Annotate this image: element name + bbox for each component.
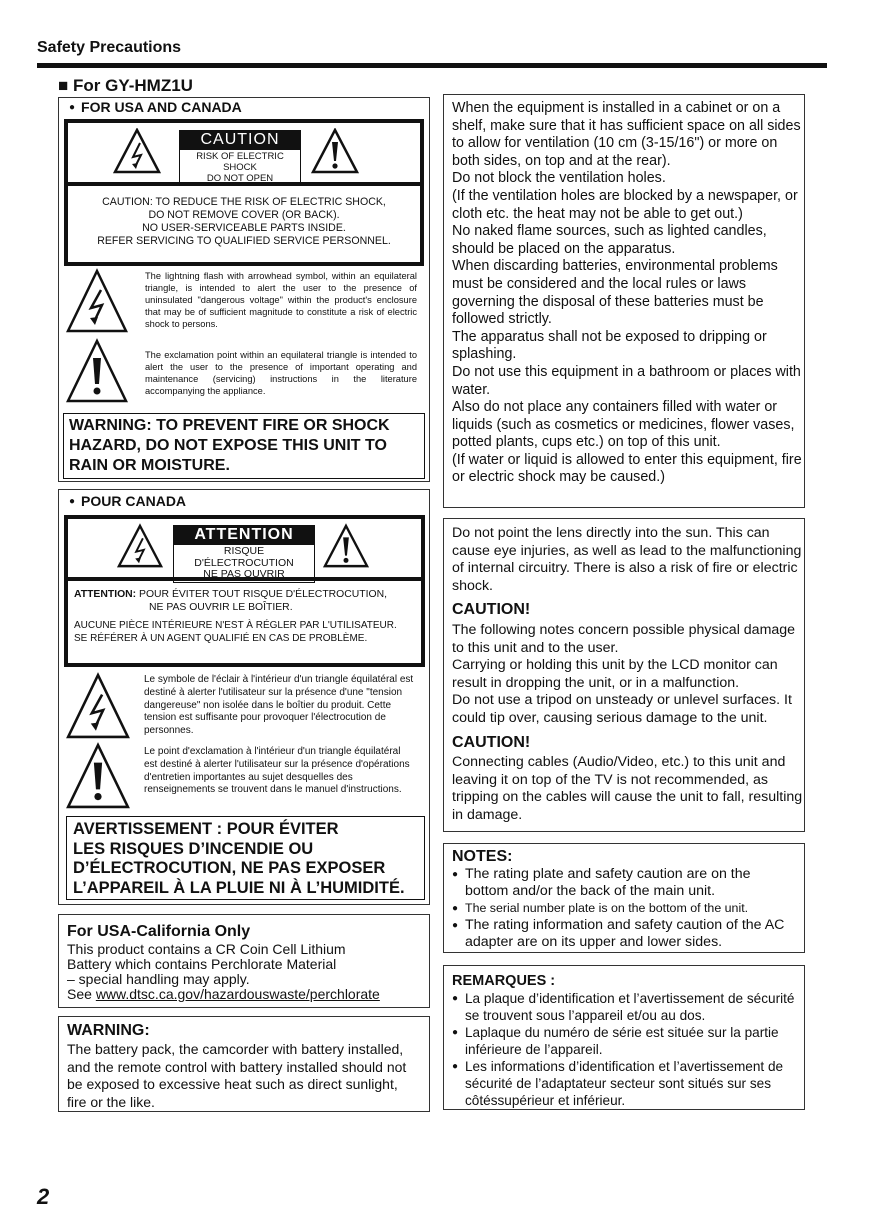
california-box bbox=[58, 914, 430, 1008]
lightning-warning-icon bbox=[117, 523, 163, 569]
attention-label bbox=[173, 525, 315, 583]
cable-warning: Connecting cables (Audio/Video, etc.) to this unit and leaving it on top of the TV is not recommended, as tripping on the cables will cause the unit to fall, resulting in damage. bbox=[452, 754, 803, 823]
lightning-symbol-icon bbox=[65, 268, 129, 334]
caution-title: CAUTION bbox=[179, 130, 301, 150]
caution-instructions: CAUTION: TO REDUCE THE RISK OF ELECTRIC SHOCK, DO NOT REMOVE COVER (OR BACK). NO USER-SERVICEABLE PARTS INSIDE. REFER SERVICING TO QUALIFIED SERVICE PERSONNEL. bbox=[97, 196, 391, 247]
exclamation-symbol-icon bbox=[63, 742, 133, 810]
list-item: ● The rating plate and safety caution are on the bottom and/or the back of the main unit. bbox=[452, 866, 796, 900]
notes-list bbox=[452, 866, 796, 951]
notes-box bbox=[443, 843, 805, 953]
attention-subtitle: RISQUE D'ÉLECTROCUTION NE PAS OUVRIR bbox=[173, 545, 315, 583]
caution-heading-1: CAUTION! bbox=[452, 601, 531, 619]
caution-text: Do not point the lens directly into the sun. This can cause eye injuries, as well as lead to the malfunctioning of internal circuitry. There is also a risk of fire or electric shock. CAUTION! The following notes concern possible physical damage to this unit and to the user. Carrying or holding this unit by the LCD monitor can result in dropping the unit, or in a malfunction. Do not use a tripod on unsteady or unlevel surfaces. It could tip over, causing serious damage to the unit. CAUTION! Connecting cables (Audio/Video, etc.) to this unit and leaving it on top of the TV is not recommended, as tripping on the cables will cause the unit to fall, resulting in damage. bbox=[452, 525, 803, 823]
ventilation-box bbox=[443, 94, 805, 508]
section-title: Safety Precautions bbox=[37, 39, 182, 56]
exclamation-explanation: The exclamation point within an equilateral triangle is intended to alert the user to the presence of important operating and maintenance (servicing) instructions in the literature accompanying the appliance. bbox=[145, 350, 417, 396]
list-item: ● The serial number plate is on the bottom of the unit. bbox=[452, 900, 796, 917]
avertissement-warning: AVERTISSEMENT : POUR ÉVITER LES RISQUES D’INCENDIE OU D’ÉLECTROCUTION, NE PAS EXPOSER L’APPAREIL À LA PLUIE NI À L’HUMIDITÉ. bbox=[66, 816, 425, 900]
page-number: 2 bbox=[37, 1184, 50, 1209]
remarques-list bbox=[452, 990, 796, 1109]
exclamation-symbol-icon bbox=[65, 338, 129, 404]
list-item: ● Laplaque du numéro de série est située sur la partie inférieure de l’appareil. bbox=[452, 1024, 796, 1058]
canada-heading: ● POUR CANADA bbox=[69, 493, 187, 509]
caution-box bbox=[443, 518, 805, 832]
usa-canada-box bbox=[58, 97, 430, 482]
exclamation-warning-icon bbox=[311, 128, 359, 174]
caution-heading-2: CAUTION! bbox=[452, 733, 531, 751]
model-heading: ■ For GY-HMZ1U bbox=[58, 76, 193, 95]
caution-label bbox=[179, 130, 301, 186]
ventilation-text: When the equipment is installed in a cabinet or on a shelf, make sure that it has sufficient space on all sides to allow for ventilation (10 cm (3-15/16") or more on both sides, on top and at the rear). Do not block the ventilation holes. (If the ventilation holes are blocked by a newspaper, or cloth etc. the heat may not be able to get out.) No naked flame sources, such as lighted candles, should be placed on the apparatus. When discarding batteries, environmental problems must be considered and the local rules or laws governing the disposal of these batteries must be followed strictly. The apparatus shall not be exposed to dripping or splashing. Do not use this equipment in a bathroom or places with water. Also do not place any containers filled with water or liquids (such as cosmetics or medicines, flower vases, potted plants, cups etc.) on top of this unit. (If water or liquid is allowed to enter this equipment, fire or electric shock may be caused.) bbox=[452, 100, 802, 486]
perchlorate-link[interactable]: www.dtsc.ca.gov/hazardouswaste/perchlorate bbox=[95, 986, 380, 1002]
california-title: For USA-California Only bbox=[67, 923, 251, 940]
notes-title: NOTES: bbox=[452, 848, 513, 865]
lightning-explanation-fr: Le symbole de l'éclair à l'intérieur d'un triangle équilatéral est destiné à alerter l'utilisateur sur la présence d'une "tension dangereuse" non isolée dans le boîtier du produit. Cette tension est suffisante pour provoquer l'électrocution de personnes. bbox=[144, 674, 414, 737]
list-item: ● Les informations d’identification et l’avertissement de sécurité de l’adaptateur secteur sont situés sur ses côtéssupérieur et inférieur. bbox=[452, 1058, 796, 1109]
remarques-title: REMARQUES : bbox=[452, 973, 556, 989]
caution-subtitle: RISK OF ELECTRIC SHOCK DO NOT OPEN bbox=[179, 150, 301, 186]
remarques-box bbox=[443, 965, 805, 1110]
lightning-explanation: The lightning flash with arrowhead symbol, within an equilateral triangle, is intended to alert the user to the presence of uninsulated "dangerous voltage" within the product's enclosure that may be of sufficient magnitude to constitute a risk of electric shock to persons. bbox=[145, 271, 417, 329]
attention-instructions: ATTENTION: POUR ÉVITER TOUT RISQUE D'ÉLECTROCUTION, NE PAS OUVRIR LE BOÎTIER. AUCUNE PIÈCE INTÉRIEURE N'EST À RÉGLER PAR L'UTILISATEUR. SE RÉFÉRER À UN AGENT QUALIFIÉ EN CAS DE PROBLÈME. bbox=[74, 589, 397, 644]
california-text: This product contains a CR Coin Cell Lithium Battery which contains Perchlorate Material – special handling may apply. See www.dtsc.ca.gov/hazardouswaste/perchlorate bbox=[67, 941, 380, 1002]
canada-box bbox=[58, 489, 430, 905]
attention-title: ATTENTION bbox=[173, 525, 315, 545]
sun-warning: Do not point the lens directly into the sun. This can cause eye injuries, as well as lead to the malfunctioning of internal circuitry. There is also a risk of fire or electric shock. bbox=[452, 525, 802, 594]
exclamation-explanation-fr: Le point d'exclamation à l'intérieur d'un triangle équilatéral est destiné à alerter l'utilisateur sur la présence d'opérations d'entretien importantes au sujet desquelles des renseignements se trouvent dans le manuel d'instructions. bbox=[144, 746, 410, 796]
exclamation-warning-icon bbox=[323, 523, 369, 569]
list-item: ● La plaque d’identification et l’avertissement de sécurité se trouvent sous l’appareil et/ou au dos. bbox=[452, 990, 796, 1024]
battery-warning-text: The battery pack, the camcorder with battery installed, and the remote control with battery installed should not be exposed to excessive heat such as direct sunlight, fire or the like. bbox=[67, 1041, 407, 1110]
usa-canada-heading: ● FOR USA AND CANADA bbox=[69, 99, 242, 115]
lightning-symbol-icon bbox=[63, 672, 133, 740]
bullet-icon: ● bbox=[69, 102, 76, 113]
fire-shock-warning: WARNING: TO PREVENT FIRE OR SHOCK HAZARD, DO NOT EXPOSE THIS UNIT TO RAIN OR MOISTURE. bbox=[63, 413, 425, 479]
battery-warning-title: WARNING: bbox=[67, 1022, 150, 1039]
header-rule bbox=[37, 63, 827, 68]
bullet-icon: ● bbox=[69, 496, 76, 507]
battery-warning-box bbox=[58, 1016, 430, 1112]
lightning-warning-icon bbox=[113, 128, 161, 174]
list-item: ● The rating information and safety caution of the AC adapter are on its upper and lower sides. bbox=[452, 917, 796, 951]
